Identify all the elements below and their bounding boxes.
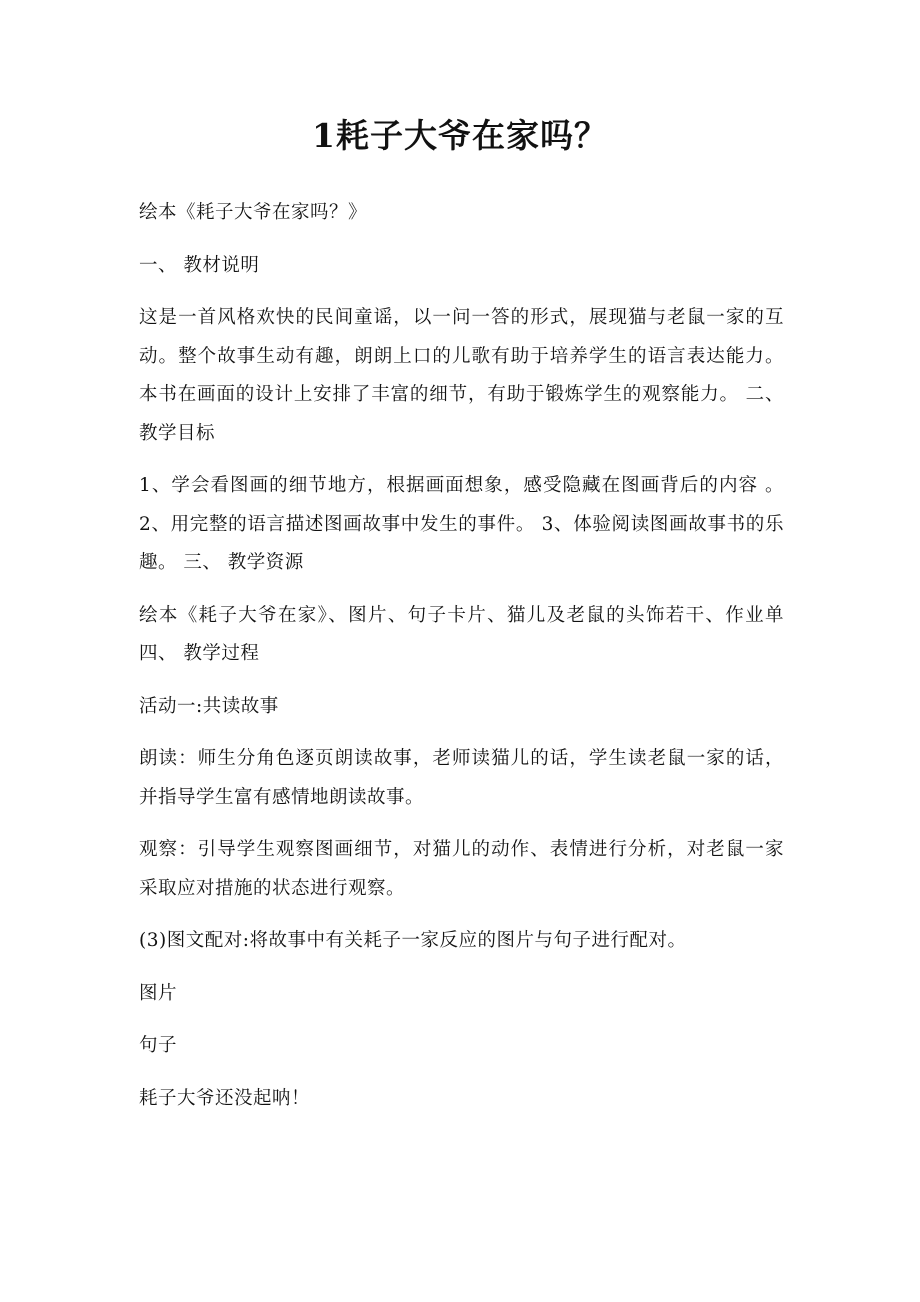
sentence-example: 耗子大爷还没起呐！ — [139, 1087, 311, 1109]
picture-label: 图片 — [139, 982, 178, 1004]
matching-step: (3)图文配对:将故事中有关耗子一家反应的图片与句子进行配对。 — [139, 930, 687, 951]
section-heading-materials: 一、 教材说明 — [139, 254, 260, 276]
reading-step: 朗读：师生分角色逐页朗读故事，老师读猫儿的话，学生读老鼠一家的话，并指导学生富有感情地朗读故事。 — [139, 748, 784, 808]
activity-one-heading: 活动一:共读故事 — [139, 695, 279, 717]
teaching-goals: 1、学会看图画的细节地方，根据画面想象，感受隐藏在图画背后的内容 。 2、用完整的语言描述图画故事中发生的事件。 3、体验阅读图画故事书的乐趣。 三、 教学资源 — [139, 475, 784, 573]
observation-step: 观察：引导学生观察图画细节，对猫儿的动作、表情进行分析，对老鼠一家采取应对措施的状态进行观察。 — [139, 839, 784, 899]
page-title: 1耗子大爷在家吗？ — [312, 116, 608, 155]
teaching-resources: 绘本《耗子大爷在家》、图片、句子卡片、猫儿及老鼠的头饰若干、作业单 四、 教学过程 — [139, 604, 784, 664]
book-title-line: 绘本《耗子大爷在家吗？》 — [139, 202, 368, 223]
sentence-label: 句子 — [139, 1035, 178, 1056]
document-body — [139, 194, 784, 1132]
materials-description: 这是一首风格欢快的民间童谣，以一问一答的形式，展现猫与老鼠一家的互动。整个故事生动有趣，朗朗上口的儿歌有助于培养学生的语言表达能力。本书在画面的设计上安排了丰富的细节，有助于锻炼学生的观察能力。 二、 教学目标 — [139, 307, 784, 444]
